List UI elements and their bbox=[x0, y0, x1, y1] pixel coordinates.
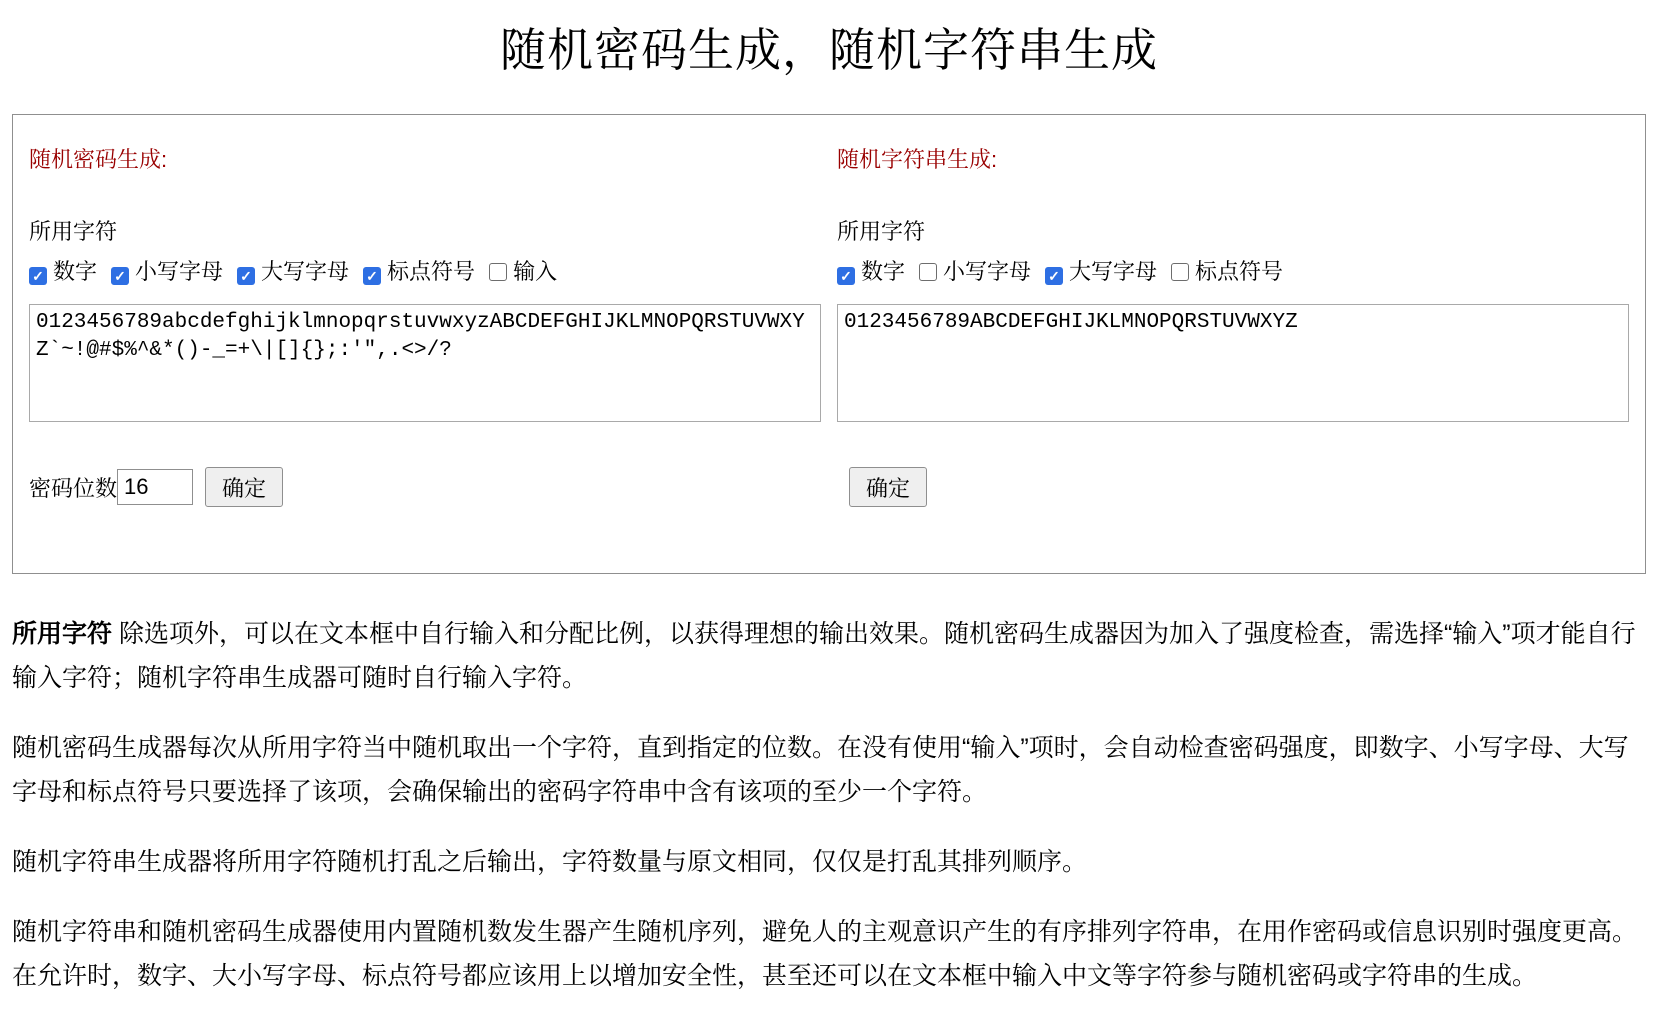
description-paragraph: 所用字符 除选项外，可以在文本框中自行输入和分配比例，以获得理想的输出效果。随机密码生成器因为加入了强度检查，需选择“输入”项才能自行输入字符；随机字符串生成器可随时自行输入字符。 bbox=[12, 620, 1636, 692]
password-chars-used-label: 所用字符 bbox=[29, 219, 118, 244]
password-generator-section bbox=[29, 131, 821, 507]
string-checkbox-row bbox=[837, 259, 1297, 284]
string-confirm-button[interactable]: 确定 bbox=[849, 467, 927, 507]
password-chars-block bbox=[29, 212, 821, 292]
string-chars-used-label: 所用字符 bbox=[837, 219, 926, 244]
string-section-heading: 随机字符串生成: bbox=[837, 147, 998, 172]
checkbox-label: 大写字母 bbox=[261, 259, 350, 284]
checkbox-label: 小写字母 bbox=[135, 259, 224, 284]
password-checkbox-row bbox=[29, 259, 571, 284]
checkbox-label: 数字 bbox=[861, 259, 906, 284]
checkbox-item[interactable] bbox=[29, 259, 97, 284]
page-title: 随机密码生成，随机字符串生成 bbox=[500, 24, 1158, 76]
unchecked-checkbox-icon[interactable] bbox=[1171, 263, 1189, 281]
unchecked-checkbox-icon[interactable] bbox=[919, 263, 937, 281]
checked-checkbox-icon[interactable]: ✓ bbox=[237, 267, 255, 285]
description-paragraph: 随机密码生成器每次从所用字符当中随机取出一个字符，直到指定的位数。在没有使用“输入”项时，会自动检查密码强度，即数字、小写字母、大写字母和标点符号只要选择了该项，会确保输出的密码字符串中含有该项的至少一个字符。 bbox=[12, 734, 1629, 806]
checked-checkbox-icon[interactable]: ✓ bbox=[363, 267, 381, 285]
checked-checkbox-icon[interactable]: ✓ bbox=[111, 267, 129, 285]
unchecked-checkbox-icon[interactable] bbox=[489, 263, 507, 281]
string-chars-block bbox=[837, 212, 1629, 292]
description-paragraph: 随机字符串和随机密码生成器使用内置随机数发生器产生随机序列，避免人的主观意识产生的有序排列字符串，在用作密码或信息识别时强度更高。在允许时，数字、大小写字母、标点符号都应该用上以增加安全性，甚至还可以在文本框中输入中文等字符参与随机密码或字符串的生成。 bbox=[12, 918, 1638, 990]
password-confirm-button[interactable]: 确定 bbox=[205, 467, 283, 507]
password-section-heading: 随机密码生成: bbox=[29, 147, 168, 172]
description-paragraph: 随机字符串生成器将所用字符随机打乱之后输出，字符数量与原文相同，仅仅是打乱其排列顺序。 bbox=[12, 848, 1088, 876]
checkbox-item[interactable] bbox=[111, 259, 223, 284]
checkbox-label: 输入 bbox=[513, 259, 558, 284]
generator-panel bbox=[12, 114, 1646, 574]
checkbox-item[interactable] bbox=[363, 259, 475, 284]
checkbox-label: 大写字母 bbox=[1069, 259, 1158, 284]
password-length-input[interactable] bbox=[117, 469, 193, 505]
checked-checkbox-icon[interactable]: ✓ bbox=[29, 267, 47, 285]
checkbox-label: 数字 bbox=[53, 259, 98, 284]
checkbox-item[interactable] bbox=[837, 259, 905, 284]
string-action-row bbox=[837, 467, 1629, 507]
checkbox-item[interactable] bbox=[237, 259, 349, 284]
password-chars-textarea[interactable] bbox=[29, 304, 821, 422]
string-generator-section bbox=[837, 131, 1629, 507]
checkbox-label: 小写字母 bbox=[943, 259, 1032, 284]
paragraph-lead: 所用字符 bbox=[12, 620, 113, 648]
checkbox-item[interactable] bbox=[919, 259, 1031, 284]
checkbox-label: 标点符号 bbox=[1195, 259, 1284, 284]
string-chars-textarea[interactable] bbox=[837, 304, 1629, 422]
checked-checkbox-icon[interactable]: ✓ bbox=[837, 267, 855, 285]
checkbox-label: 标点符号 bbox=[387, 259, 476, 284]
password-length-label: 密码位数 bbox=[29, 475, 118, 501]
password-action-row bbox=[29, 467, 821, 507]
checked-checkbox-icon[interactable]: ✓ bbox=[1045, 267, 1063, 285]
checkbox-item[interactable] bbox=[1045, 259, 1157, 284]
checkbox-item[interactable] bbox=[1171, 259, 1283, 284]
description bbox=[12, 612, 1646, 998]
checkbox-item[interactable] bbox=[489, 259, 557, 284]
